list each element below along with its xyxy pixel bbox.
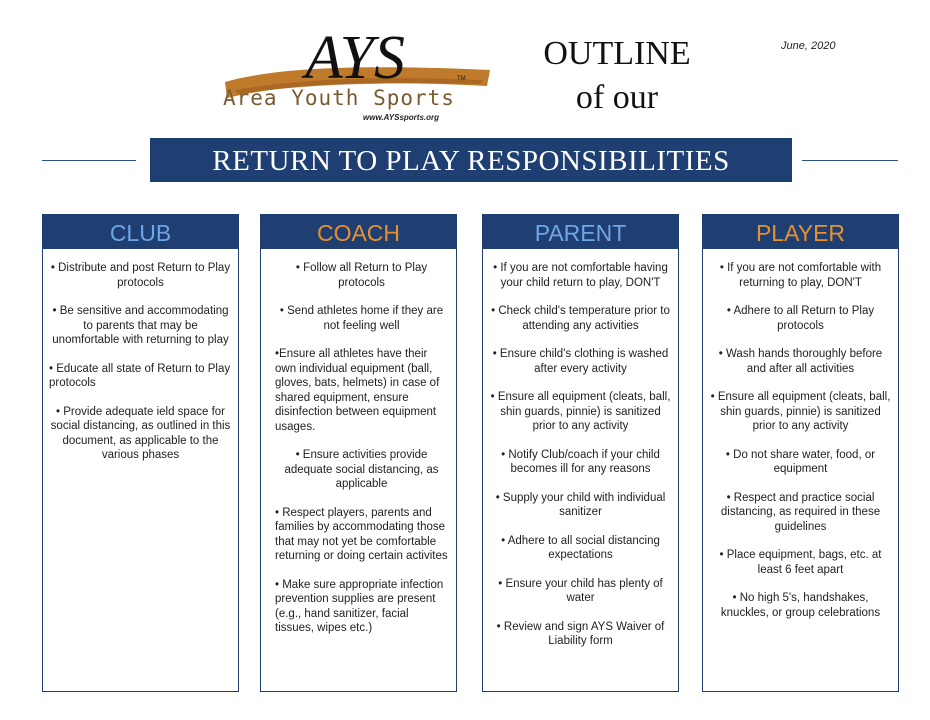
parent-item: • Supply your child with individual sanitizer bbox=[495, 491, 666, 518]
column-body-coach bbox=[261, 249, 456, 636]
column-heading-coach: COACH bbox=[261, 215, 456, 249]
banner-title: RETURN TO PLAY RESPONSIBILITIES bbox=[150, 138, 792, 182]
column-heading-parent: PARENT bbox=[483, 215, 678, 249]
column-player bbox=[702, 214, 899, 692]
column-parent bbox=[482, 214, 679, 692]
player-item: • Ensure all equipment (cleats, ball, shin guards, pinnie) is sanitized prior to any activity bbox=[710, 391, 891, 432]
column-body-club bbox=[43, 249, 238, 463]
player-item: • Adhere to all Return to Play protocols bbox=[726, 305, 875, 332]
column-heading-club: CLUB bbox=[43, 215, 238, 249]
player-item: • Place equipment, bags, etc. at least 6 feet apart bbox=[719, 549, 882, 576]
banner-rule-right bbox=[802, 160, 898, 161]
logo-tagline: Area Youth Sports bbox=[223, 86, 455, 110]
coach-item: • Follow all Return to Play protocols bbox=[295, 262, 428, 289]
ays-logo bbox=[215, 20, 495, 125]
player-item: • No high 5's, handshakes, knuckles, or group celebrations bbox=[720, 592, 881, 619]
player-item: • Do not share water, food, or equipment bbox=[725, 448, 876, 475]
parent-item: • Ensure your child has plenty of water bbox=[498, 577, 663, 604]
parent-item: • Adhere to all social distancing expectations bbox=[501, 534, 660, 561]
club-item: • Be sensitive and accommodating to parents that may be unomfortable with returning to play bbox=[52, 305, 229, 346]
coach-item: •Ensure all athletes have their own individual equipment (ball, gloves, bats, helmets) in case of shared equipment, ensure disinfection between equipment usages. bbox=[275, 348, 440, 433]
banner-rule-left bbox=[42, 160, 136, 161]
club-item: • Provide adequate ield space for social distancing, as outlined in this document, as applicable to the various phases bbox=[50, 405, 231, 461]
outline-line-1: OUTLINE bbox=[543, 35, 691, 72]
club-item: • Distribute and post Return to Play protocols bbox=[50, 262, 231, 289]
club-item: • Educate all state of Return to Play protocols bbox=[49, 362, 231, 389]
outline-line-2: of our bbox=[575, 79, 659, 116]
player-item: • Wash hands thoroughly before and after all activities bbox=[718, 348, 883, 375]
player-item: • If you are not comfortable with returning to play, DON'T bbox=[719, 262, 882, 289]
column-heading-player: PLAYER bbox=[703, 215, 898, 249]
parent-item: • Ensure all equipment (cleats, ball, shin guards, pinnie) is sanitized prior to any activity bbox=[490, 391, 671, 432]
document-date: June, 2020 bbox=[781, 40, 836, 52]
column-body-player bbox=[703, 249, 898, 620]
parent-item: • Ensure child's clothing is washed after every activity bbox=[492, 348, 669, 375]
column-club bbox=[42, 214, 239, 692]
coach-item: • Make sure appropriate infection prevention supplies are present (e.g., hand sanitizer, facial tissues, wipes etc.) bbox=[275, 578, 444, 634]
coach-item: • Ensure activities provide adequate social distancing, as applicable bbox=[284, 449, 439, 490]
logo-website: www.AYSsports.org bbox=[363, 113, 440, 122]
player-item: • Respect and practice social distancing, as required in these guidelines bbox=[720, 491, 881, 533]
logo-tm: TM bbox=[457, 76, 466, 82]
parent-item: • If you are not comfortable having your child return to play, DON'T bbox=[493, 262, 668, 289]
coach-item: • Respect players, parents and families by accommodating those that may not yet be comfortable returning or doing certain activites bbox=[275, 506, 448, 562]
column-coach bbox=[260, 214, 457, 692]
column-body-parent bbox=[483, 249, 678, 649]
coach-item: • Send athletes home if they are not feeling well bbox=[279, 305, 444, 332]
parent-item: • Notify Club/coach if your child becomes ill for any reasons bbox=[501, 448, 660, 475]
parent-item: • Review and sign AYS Waiver of Liability form bbox=[496, 620, 665, 647]
parent-item: • Check child's temperature prior to attending any activities bbox=[491, 305, 670, 332]
logo-letters: AYS bbox=[305, 24, 405, 92]
outline-title bbox=[537, 32, 697, 120]
